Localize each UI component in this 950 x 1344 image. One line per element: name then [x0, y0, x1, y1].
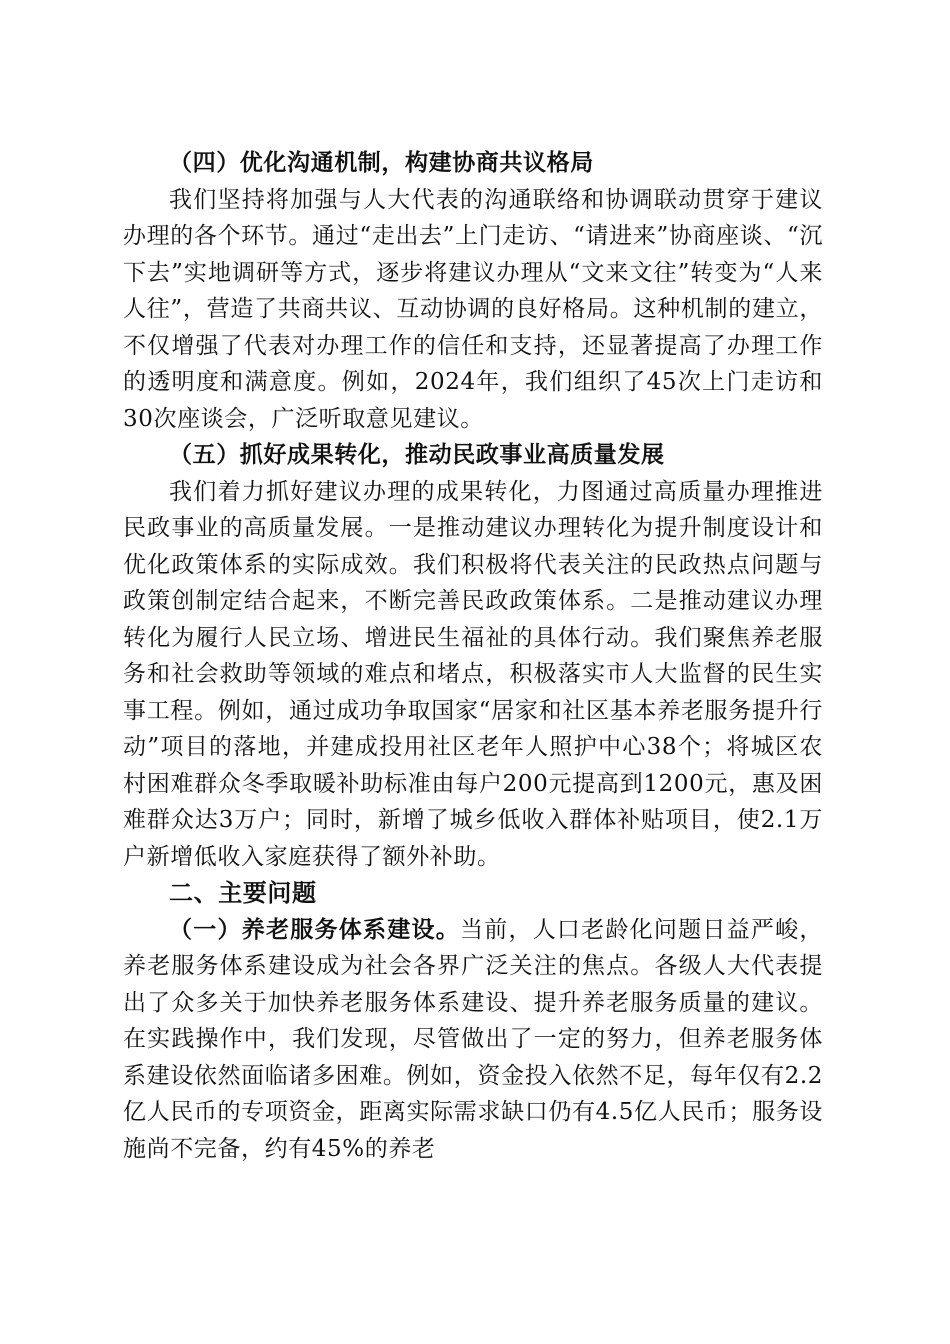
problem-1-lead: （一）养老服务体系建设。 [169, 915, 460, 943]
section-4-heading: （四）优化沟通机制，构建协商共议格局 [169, 149, 594, 176]
section-5-paragraph: 我们着力抓好建议办理的成果转化，力图通过高质量办理推进民政事业的高质量发展。一是推动建议办理转化为提升制度设计和优化政策体系的实际成效。我们积极将代表关注的民政热点问题与政策创制定结合起来，不断完善民政政策体系。二是推动建议办理转化为履行人民立场、增进民生福祉的具体行动。我们聚焦养老服务和社会救助等领域的难点和堵点，积极落实市人大监督的民生实事工程。例如，通过成功争取国家“居家和社区基本养老服务提升行动”项目的落地，并建成投用社区老年人照护中心38个；将城区农村困难群众冬季取暖补助标准由每户200元提高到1200元，惠及困难群众达3万户；同时，新增了城乡低收入群体补贴项目，使2.1万户新增低收入家庭获得了额外补助。 [123, 478, 823, 870]
problem-1-body: 当前，人口老龄化问题日益严峻，养老服务体系建设成为社会各界广泛关注的焦点。各级人大代表提出了众多关于加快养老服务体系建设、提升养老服务质量的建议。在实践操作中，我们发现，尽管做出了一定的努力，但养老服务体系建设依然面临诸多困难。例如，资金投入依然不足，每年仅有2.2亿人民币的专项资金，距离实际需求缺口仍有4.5亿人民币；服务设施尚不完备，约有45%的养老 [123, 916, 823, 1162]
section-5-heading: （五）抓好成果转化，推动民政事业高质量发展 [169, 441, 665, 468]
part-2-heading: 二、主要问题 [169, 879, 317, 907]
document-body [123, 145, 823, 1167]
problem-1-paragraph [123, 912, 823, 1168]
section-4-paragraph: 我们坚持将加强与人大代表的沟通联络和协调联动贯穿于建议办理的各个环节。通过“走出去”上门走访、“请进来”协商座谈、“沉下去”实地调研等方式，逐步将建议办理从“文来文往”转变为“人来人往”，营造了共商共议、互动协调的良好格局。这种机制的建立，不仅增强了代表对办理工作的信任和支持，还显著提高了办理工作的透明度和满意度。例如，2024年，我们组织了45次上门走访和30次座谈会，广泛听取意见建议。 [123, 186, 823, 432]
